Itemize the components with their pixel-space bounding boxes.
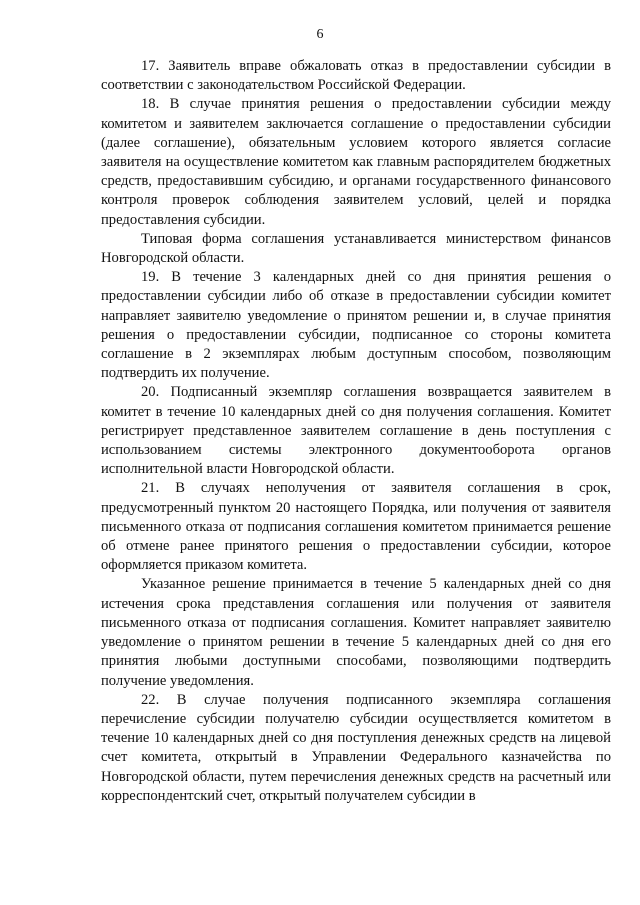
- paragraph-18: 18. В случае принятия решения о предоставлении субсидии между комитетом и заявителем заключается соглашение о предоставлении субсидии (далее соглашение), обязательным условием которого является согласие заявителя на осуществление комитетом как главным распорядителем бюджетных средств, предоставившим субсидию, и органами государственного финансового контроля проверок соблюдения заявителем условий, целей и порядка предоставления субсидии.: [101, 96, 611, 228]
- page-number: 6: [316, 27, 324, 42]
- paragraph-20: 20. Подписанный экземпляр соглашения возвращается заявителем в комитет в течение 10 календарных дней со дня получения соглашения. Комитет регистрирует представленное заявителем соглашение в день поступления с использованием системы электронного документооборота органов исполнительной власти Новгородской области.: [101, 384, 611, 478]
- paragraph-template-form: Типовая форма соглашения устанавливается министерством финансов Новгородской области.: [101, 230, 611, 267]
- paragraph-21: 21. В случаях неполучения от заявителя соглашения в срок, предусмотренный пунктом 20 настоящего Порядка, или получения от заявителя письменного отказа от подписания соглашения комитетом принимается решение об отмене ранее принятого решения о предоставлении субсидии, которое оформляется приказом комитета.: [101, 480, 611, 574]
- paragraph-decision: Указанное решение принимается в течение 5 календарных дней со дня истечения срока представления соглашения или получения от заявителя письменного отказа от подписания соглашения. Комитет направляет заявителю уведомление о принятом решении в течение 5 календарных дней со дня его принятия любыми доступными способами, позволяющими подтвердить получение уведомления.: [101, 576, 611, 689]
- paragraph-19: 19. В течение 3 календарных дней со дня принятия решения о предоставлении субсидии либо об отказе в предоставлении субсидии комитет направляет заявителю уведомление о принятом решении и, в случае принятия решения о предоставлении субсидии, подписанное со стороны комитета соглашение в 2 экземплярах любым доступным способом, позволяющим подтвердить их получение.: [101, 269, 611, 382]
- paragraph-22: 22. В случае получения подписанного экземпляра соглашения перечисление субсидии получателю субсидии осуществляется комитетом в течение 10 календарных дней со дня поступления денежных средств на лицевой счет комитета, открытый в Управлении Федерального казначейства по Новгородской области, путем перечисления денежных средств на расчетный или корреспондентский счет, открытый получателем субсидии в: [101, 691, 611, 804]
- document-body: [101, 57, 611, 806]
- paragraph-17: 17. Заявитель вправе обжаловать отказ в предоставлении субсидии в соответствии с законодательством Российской Федерации.: [101, 58, 611, 94]
